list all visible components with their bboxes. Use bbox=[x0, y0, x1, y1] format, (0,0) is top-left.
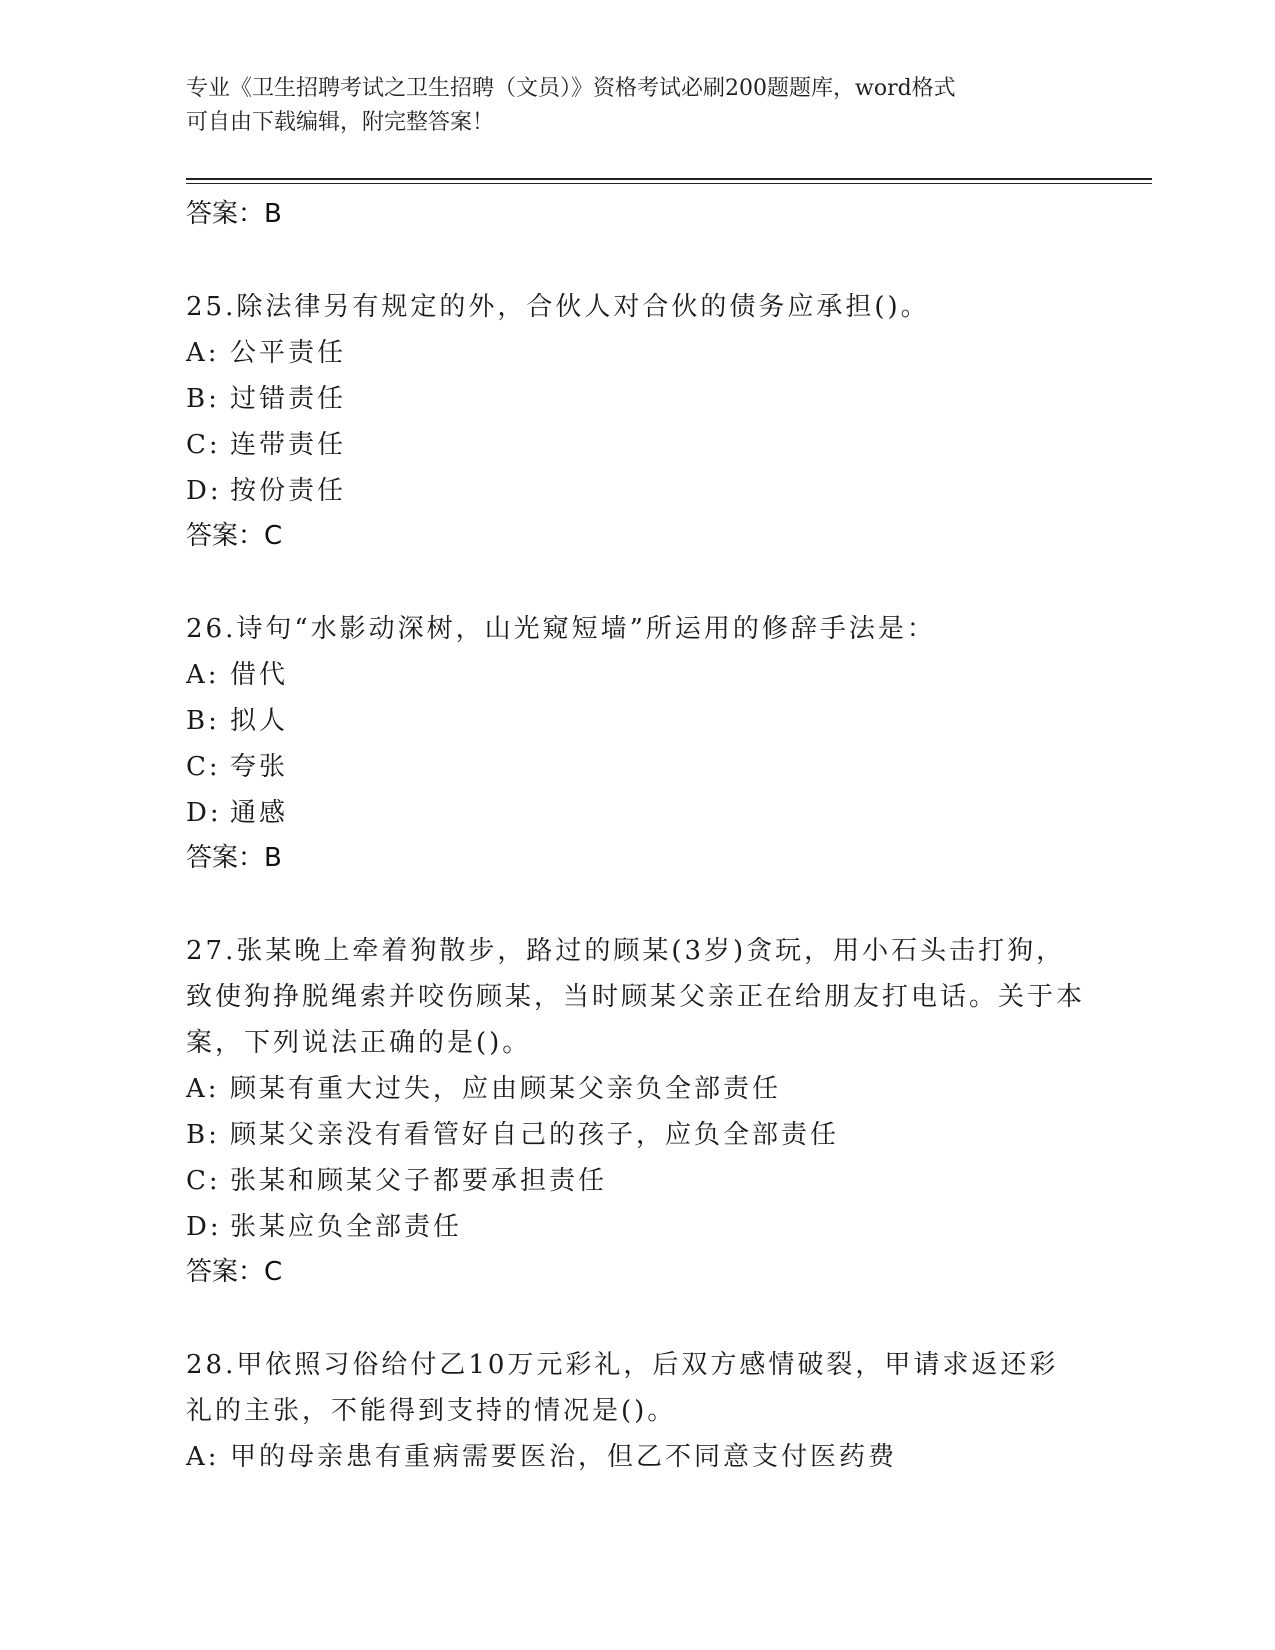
option-key: A: bbox=[186, 338, 220, 368]
option-text: 拟人 bbox=[230, 706, 289, 736]
document-body bbox=[186, 192, 1086, 1480]
answer-label: 答案：B bbox=[186, 199, 282, 229]
question-25 bbox=[186, 284, 1086, 558]
option-a bbox=[186, 652, 1086, 698]
option-text: 张某应负全部责任 bbox=[230, 1212, 463, 1242]
option-a bbox=[186, 1066, 1086, 1112]
option-text: 通感 bbox=[230, 798, 289, 828]
option-text: 按份责任 bbox=[230, 476, 347, 506]
option-text: 公平责任 bbox=[230, 338, 347, 368]
option-key: D: bbox=[186, 798, 222, 828]
option-text: 借代 bbox=[230, 660, 289, 690]
option-d bbox=[186, 790, 1086, 836]
option-text: 顾某有重大过失，应由顾某父亲负全部责任 bbox=[230, 1074, 782, 1104]
header-divider-thick bbox=[186, 178, 1152, 180]
header-line-2: 可自由下载编辑，附完整答案！ bbox=[186, 110, 495, 135]
option-c bbox=[186, 422, 1086, 468]
option-text: 张某和顾某父子都要承担责任 bbox=[230, 1166, 608, 1196]
option-key: C: bbox=[186, 752, 221, 782]
question-text: 26.诗句“水影动深树，山光窥短墙”所运用的修辞手法是： bbox=[186, 614, 936, 644]
option-key: C: bbox=[186, 430, 221, 460]
option-key: A: bbox=[186, 1442, 220, 1472]
option-d bbox=[186, 1204, 1086, 1250]
question-text: 27.张某晚上牵着狗散步，路过的顾某(3岁)贪玩，用小石头击打狗，致使狗挣脱绳索并咬伤顾某，当时顾某父亲正在给朋友打电话。关于本案，下列说法正确的是()。 bbox=[186, 936, 1086, 1058]
option-key: B: bbox=[186, 384, 220, 414]
answer-label: 答案：C bbox=[186, 521, 283, 551]
option-b bbox=[186, 698, 1086, 744]
option-text: 顾某父亲没有看管好自己的孩子，应负全部责任 bbox=[230, 1120, 840, 1150]
header-line-1: 专业《卫生招聘考试之卫生招聘（文员）》资格考试必刷200题题库，word格式 bbox=[186, 76, 956, 101]
option-a bbox=[186, 1434, 1086, 1480]
header-divider-thin bbox=[186, 183, 1152, 184]
option-key: C: bbox=[186, 1166, 221, 1196]
option-d bbox=[186, 468, 1086, 514]
option-key: D: bbox=[186, 1212, 222, 1242]
option-text: 夸张 bbox=[230, 752, 289, 782]
question-27 bbox=[186, 928, 1086, 1294]
option-c bbox=[186, 744, 1086, 790]
question-text: 28.甲依照习俗给付乙10万元彩礼，后双方感情破裂，甲请求返还彩礼的主张，不能得到支持的情况是()。 bbox=[186, 1350, 1059, 1426]
option-key: A: bbox=[186, 1074, 220, 1104]
document-header bbox=[186, 72, 1086, 140]
question-26 bbox=[186, 606, 1086, 880]
option-text: 过错责任 bbox=[230, 384, 347, 414]
answer-label: 答案：B bbox=[186, 843, 282, 873]
option-key: B: bbox=[186, 1120, 220, 1150]
option-key: A: bbox=[186, 660, 220, 690]
option-b bbox=[186, 376, 1086, 422]
option-key: D: bbox=[186, 476, 222, 506]
option-b bbox=[186, 1112, 1086, 1158]
option-a bbox=[186, 330, 1086, 376]
answer-label: 答案：C bbox=[186, 1257, 283, 1287]
option-text: 连带责任 bbox=[230, 430, 347, 460]
option-key: B: bbox=[186, 706, 220, 736]
question-text: 25.除法律另有规定的外，合伙人对合伙的债务应承担()。 bbox=[186, 292, 930, 322]
option-text: 甲的母亲患有重病需要医治，但乙不同意支付医药费 bbox=[230, 1442, 898, 1472]
option-c bbox=[186, 1158, 1086, 1204]
question-28 bbox=[186, 1342, 1086, 1480]
